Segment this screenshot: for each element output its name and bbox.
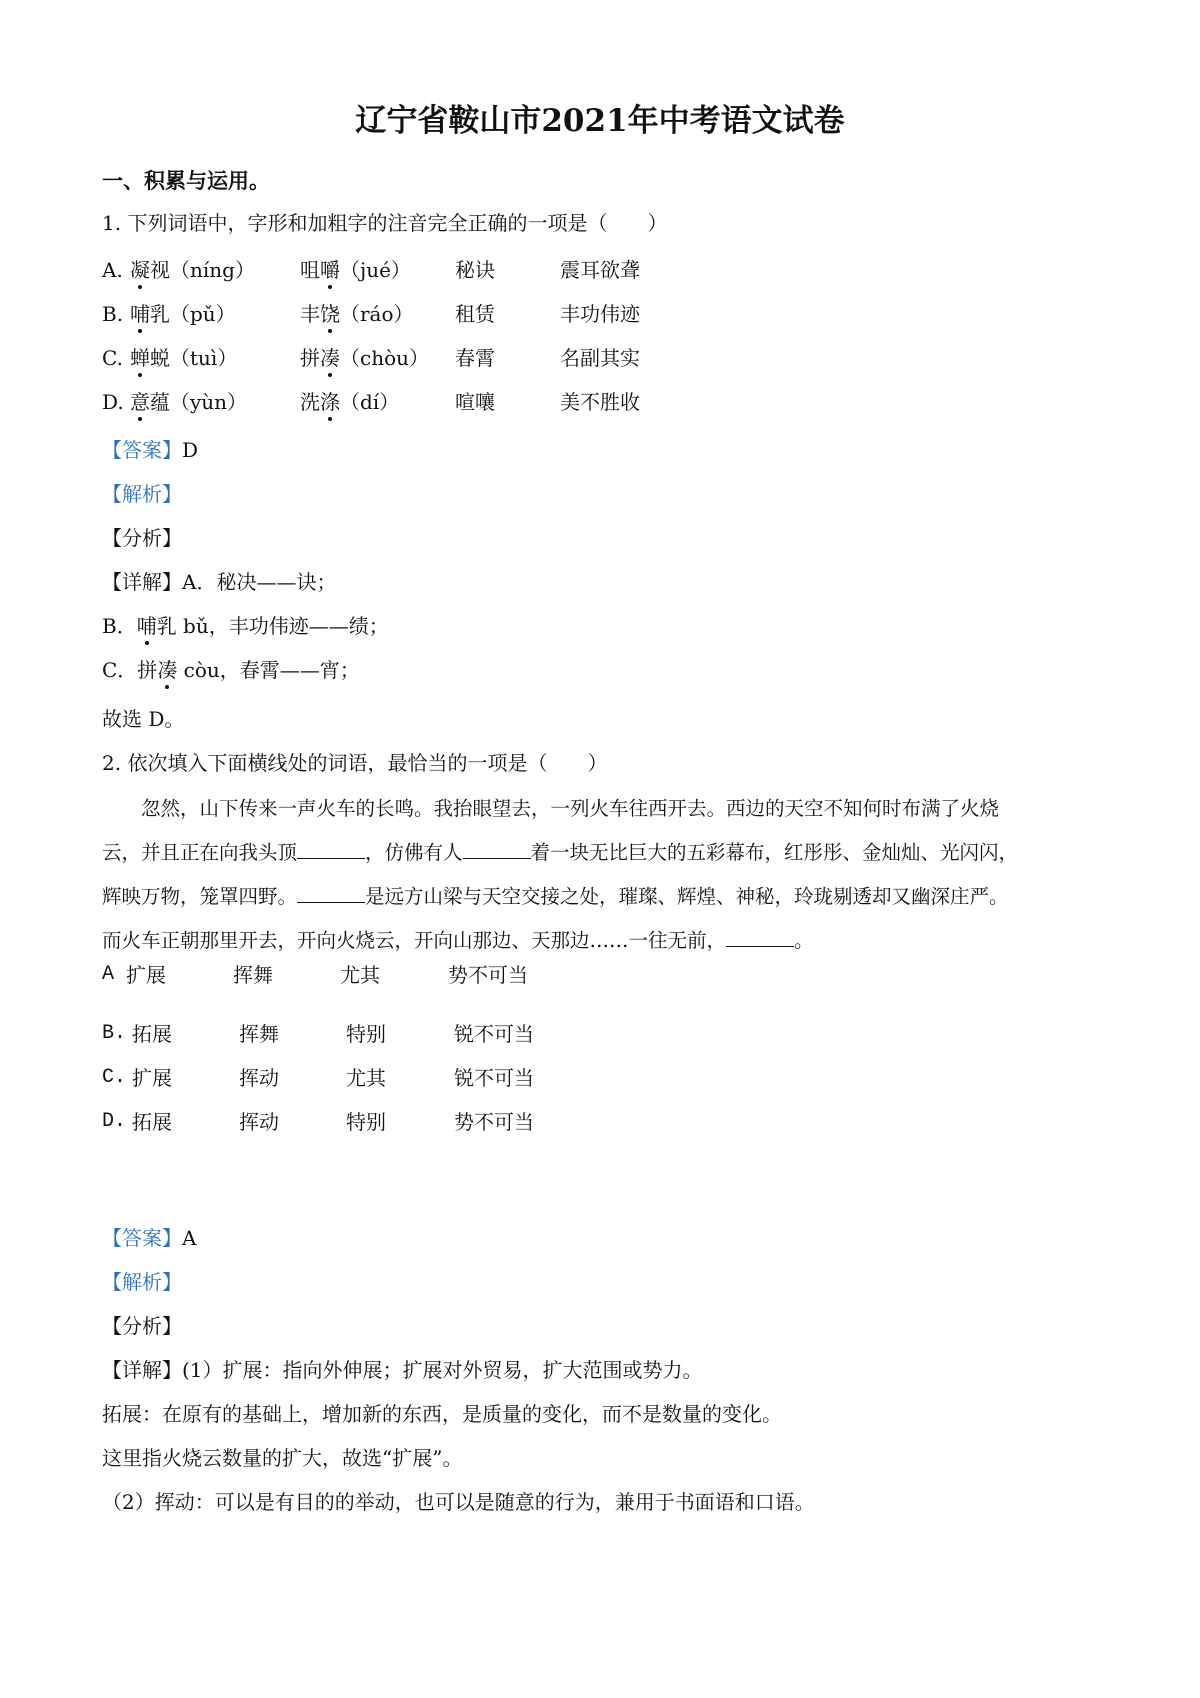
option-word-2: 洗涤（dí） bbox=[300, 390, 400, 414]
q1-stem: 1. 下列词语中，字形和加粗字的注音完全正确的一项是（ ） bbox=[102, 211, 668, 235]
q1-conclusion: 故选 D。 bbox=[102, 707, 185, 731]
option-letter: D. bbox=[102, 390, 124, 414]
option-word-4: 势不可当 bbox=[448, 963, 528, 987]
fill-blank-2 bbox=[463, 840, 531, 859]
q2-answer bbox=[102, 1225, 196, 1251]
option-word-3: 喧嚷 bbox=[455, 390, 495, 414]
q1-fenxi: 【分析】 bbox=[102, 526, 182, 550]
q2-stem: 2. 依次填入下面横线处的词语，最恰当的一项是（ ） bbox=[102, 751, 608, 775]
q2-passage-line-3: 辉映万物，笼罩四野。 是远方山梁与天空交接之处，璀璨、辉煌、神秘，玲珑剔透却又幽深庄严。 bbox=[102, 885, 1009, 908]
q2-detail-2: 拓展：在原有的基础上，增加新的东西，是质量的变化，而不是数量的变化。 bbox=[102, 1402, 782, 1426]
option-word-3: 租赁 bbox=[455, 302, 495, 326]
option-word-2: 挥动 bbox=[239, 1066, 279, 1090]
q2-fenxi: 【分析】 bbox=[102, 1314, 182, 1338]
option-word-4: 锐不可当 bbox=[454, 1022, 534, 1046]
fill-blank-3 bbox=[297, 884, 365, 903]
q2-passage-line-1: 忽然，山下传来一声火车的长鸣。我抬眼望去，一列火车往西开去。西边的天空不知何时布满了火烧 bbox=[102, 797, 1000, 820]
option-word-1: 蝉蜕（tuì） bbox=[130, 346, 238, 370]
detail-tag: 【详解】 bbox=[102, 570, 182, 594]
option-word-2: 挥舞 bbox=[239, 1022, 279, 1046]
option-word-4: 锐不可当 bbox=[454, 1066, 534, 1090]
option-letter: C. bbox=[102, 1066, 127, 1089]
option-word-4: 势不可当 bbox=[454, 1110, 534, 1134]
option-word-2: 咀嚼（jué） bbox=[300, 258, 411, 282]
option-word-1: 哺乳（pǔ） bbox=[130, 302, 236, 326]
option-letter: A. bbox=[102, 258, 123, 282]
option-letter: A bbox=[102, 963, 115, 986]
option-word-1: 扩展 bbox=[132, 1066, 172, 1090]
option-word-1: 凝视（níng） bbox=[130, 258, 255, 282]
option-word-2: 挥动 bbox=[239, 1110, 279, 1134]
option-letter: B. bbox=[102, 1022, 127, 1045]
option-word-4: 丰功伟迹 bbox=[560, 302, 640, 326]
option-letter: B. bbox=[102, 302, 124, 326]
q2-passage-line-2: 云，并且正在向我头顶 ，仿佛有人 着一块无比巨大的五彩幕布，红彤彤、金灿灿、光闪闪， bbox=[102, 841, 1019, 864]
section-heading: 一、积累与运用。 bbox=[102, 168, 270, 193]
option-word-3: 特别 bbox=[346, 1022, 386, 1046]
option-word-2: 丰饶（ráo） bbox=[300, 302, 414, 326]
option-word-3: 特别 bbox=[346, 1110, 386, 1134]
answer-tag: 【答案】 bbox=[102, 438, 182, 462]
option-word-4: 名副其实 bbox=[560, 346, 640, 370]
q2-jiexi: 【解析】 bbox=[102, 1270, 182, 1294]
option-letter: D. bbox=[102, 1110, 127, 1133]
option-word-4: 美不胜收 bbox=[560, 390, 640, 414]
option-word-2: 拼凑（chòu） bbox=[300, 346, 430, 370]
q1-detail-2: B．哺乳 bǔ，丰功伟迹——绩； bbox=[102, 614, 389, 638]
q1-detail-1: 【详解】A．秘决——诀； bbox=[102, 570, 337, 594]
option-word-3: 春霄 bbox=[455, 346, 495, 370]
option-letter: C. bbox=[102, 346, 123, 370]
q2-passage-line-4: 而火车正朝那里开去，开向火烧云，开向山那边、天那边……一往无前， 。 bbox=[102, 929, 814, 952]
option-word-4: 震耳欲聋 bbox=[560, 258, 640, 282]
answer-value: A bbox=[182, 1226, 197, 1250]
option-word-1: 意蕴（yùn） bbox=[130, 390, 248, 414]
answer-tag: 【答案】 bbox=[102, 1226, 182, 1250]
option-word-1: 拓展 bbox=[132, 1022, 172, 1046]
fill-blank-1 bbox=[297, 840, 365, 859]
answer-value: D bbox=[182, 438, 199, 462]
option-word-1: 扩展 bbox=[126, 963, 166, 987]
option-word-3: 尤其 bbox=[346, 1066, 386, 1090]
option-word-2: 挥舞 bbox=[233, 963, 273, 987]
fill-blank-4 bbox=[726, 928, 794, 947]
q1-detail-3: C．拼凑 còu，春霄——宵； bbox=[102, 658, 360, 682]
detail-tag: 【详解】 bbox=[102, 1358, 182, 1382]
option-word-1: 拓展 bbox=[132, 1110, 172, 1134]
q2-detail-3: 这里指火烧云数量的扩大，故选“扩展”。 bbox=[102, 1446, 463, 1470]
q2-detail-1: 【详解】(1）扩展：指向外伸展；扩展对外贸易，扩大范围或势力。 bbox=[102, 1358, 703, 1382]
option-word-3: 尤其 bbox=[340, 963, 380, 987]
q1-jiexi: 【解析】 bbox=[102, 482, 182, 506]
page-title: 辽宁省鞍山市2021年中考语文试卷 bbox=[355, 103, 845, 139]
q2-detail-4: （2）挥动：可以是有目的的举动，也可以是随意的行为，兼用于书面语和口语。 bbox=[102, 1490, 815, 1514]
q1-answer bbox=[102, 437, 198, 463]
option-word-3: 秘诀 bbox=[455, 258, 495, 282]
